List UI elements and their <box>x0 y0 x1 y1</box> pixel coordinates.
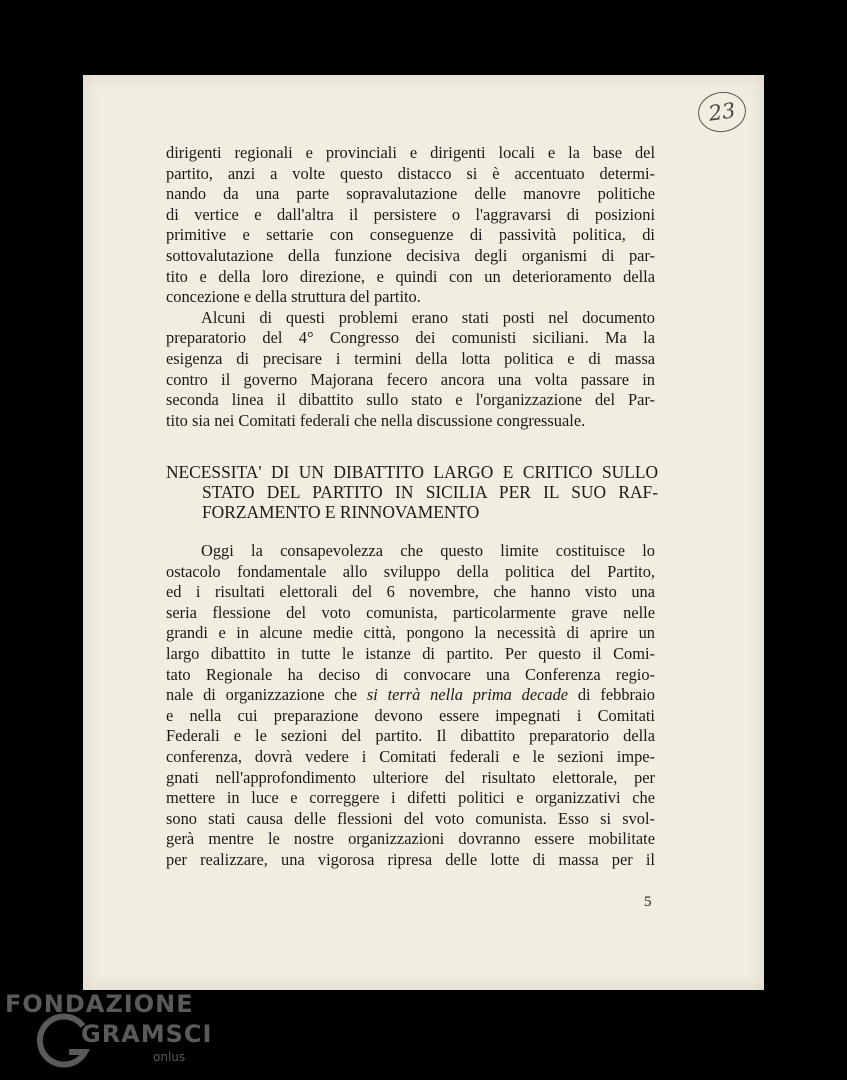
text-line: seconda linea il dibattito sullo stato e l'organizzazione del Par- <box>166 390 655 410</box>
text-line: e nella cui preparazione devono essere impegnati i Comitati <box>166 705 655 725</box>
text-line: gnati nell'approfondimento ulteriore del risultato elettorale, per <box>166 767 655 787</box>
text-segment: di febbraio <box>568 685 655 705</box>
text-line: mettere in luce e correggere i difetti politici e organizzativi che <box>166 788 655 808</box>
page-number: 5 <box>644 894 652 910</box>
text-line: sono stati causa delle flessioni del voto comunista. Esso si svol- <box>166 808 655 828</box>
annotation-number: 23 <box>707 98 737 126</box>
text-line: Oggi la consapevolezza che questo limite costituisce lo <box>201 541 655 560</box>
text-line: gerà mentre le nostre organizzazioni dovranno essere mobilitate <box>166 829 655 849</box>
logo-line-2: GRAMSCI <box>81 1020 213 1048</box>
text-line: partito, anzi a volte questo distacco si è accentuato determi- <box>166 163 655 183</box>
text-line: conferenza, dovrà vedere i Comitati federali e le sezioni impe- <box>166 746 655 766</box>
heading-line: NECESSITA' DI UN DIBATTITO LARGO E CRITICO SULLO <box>166 462 658 482</box>
text-line: ostacolo fondamentale allo sviluppo della politica del Partito, <box>166 561 655 581</box>
paragraph-2 <box>166 308 655 432</box>
italic-segment: si terrà nella prima decade <box>366 685 569 705</box>
text-line: largo dibattito in tutte le istanze di partito. Per questo il Comi- <box>166 643 655 663</box>
text-line: seria flessione del voto comunista, particolarmente grave nelle <box>166 602 655 622</box>
text-line: primitive e settarie con conseguenze di passività politica, di <box>166 225 655 245</box>
body-text-bottom <box>166 541 655 871</box>
text-line: per realizzare, una vigorosa ripresa delle lotte di massa per il <box>166 849 655 869</box>
text-segment: nale di organizzazione che <box>166 685 367 705</box>
body-text-top <box>166 143 655 431</box>
text-line: Alcuni di questi problemi erano stati posti nel documento <box>201 307 655 327</box>
section-heading <box>166 462 658 523</box>
text-line: dirigenti regionali e provinciali e dirigenti locali e la base del <box>166 143 655 162</box>
text-line: tito e della loro direzione, e quindi con un deterioramento della <box>166 266 655 286</box>
text-line: grandi e in alcune medie città, pongono la necessità di aprire un <box>166 623 655 643</box>
text-line: concezione e della struttura del partito. <box>166 287 421 307</box>
text-line: Federali e le sezioni del partito. Il dibattito preparatorio della <box>166 726 655 746</box>
heading-line: STATO DEL PARTITO IN SICILIA PER IL SUO RAF- <box>202 482 658 503</box>
text-line: preparatorio del 4° Congresso dei comunisti siciliani. Ma la <box>166 328 655 348</box>
text-line: tato Regionale ha deciso di convocare una Conferenza regio- <box>166 664 655 684</box>
text-line: contro il governo Majorana fecero ancora una volta passare in <box>166 369 655 389</box>
text-line: sottovalutazione della funzione decisiva degli organismi di par- <box>166 245 655 265</box>
text-line: esigenza di precisare i termini della lotta politica e di massa <box>166 348 655 368</box>
logo-line-1: FONDAZIONE <box>5 990 194 1018</box>
text-line: ed i risultati elettorali del 6 novembre, che hanno visto una <box>166 582 655 602</box>
text-line: nando da una parte sopravalutazione delle manovre politiche <box>166 184 655 204</box>
fondazione-gramsci-logo <box>5 990 215 1076</box>
logo-line-3: onlus <box>153 1050 186 1064</box>
heading-line: FORZAMENTO E RINNOVAMENTO <box>202 502 480 523</box>
text-line: di vertice e dall'altra il persistere o l'aggravarsi di posizioni <box>166 204 655 224</box>
paragraph-1 <box>166 143 655 308</box>
text-line: tito sia nei Comitati federali che nella discussione congressuale. <box>166 410 586 430</box>
text-line-with-italic <box>166 685 655 706</box>
paragraph-3 <box>166 541 655 871</box>
